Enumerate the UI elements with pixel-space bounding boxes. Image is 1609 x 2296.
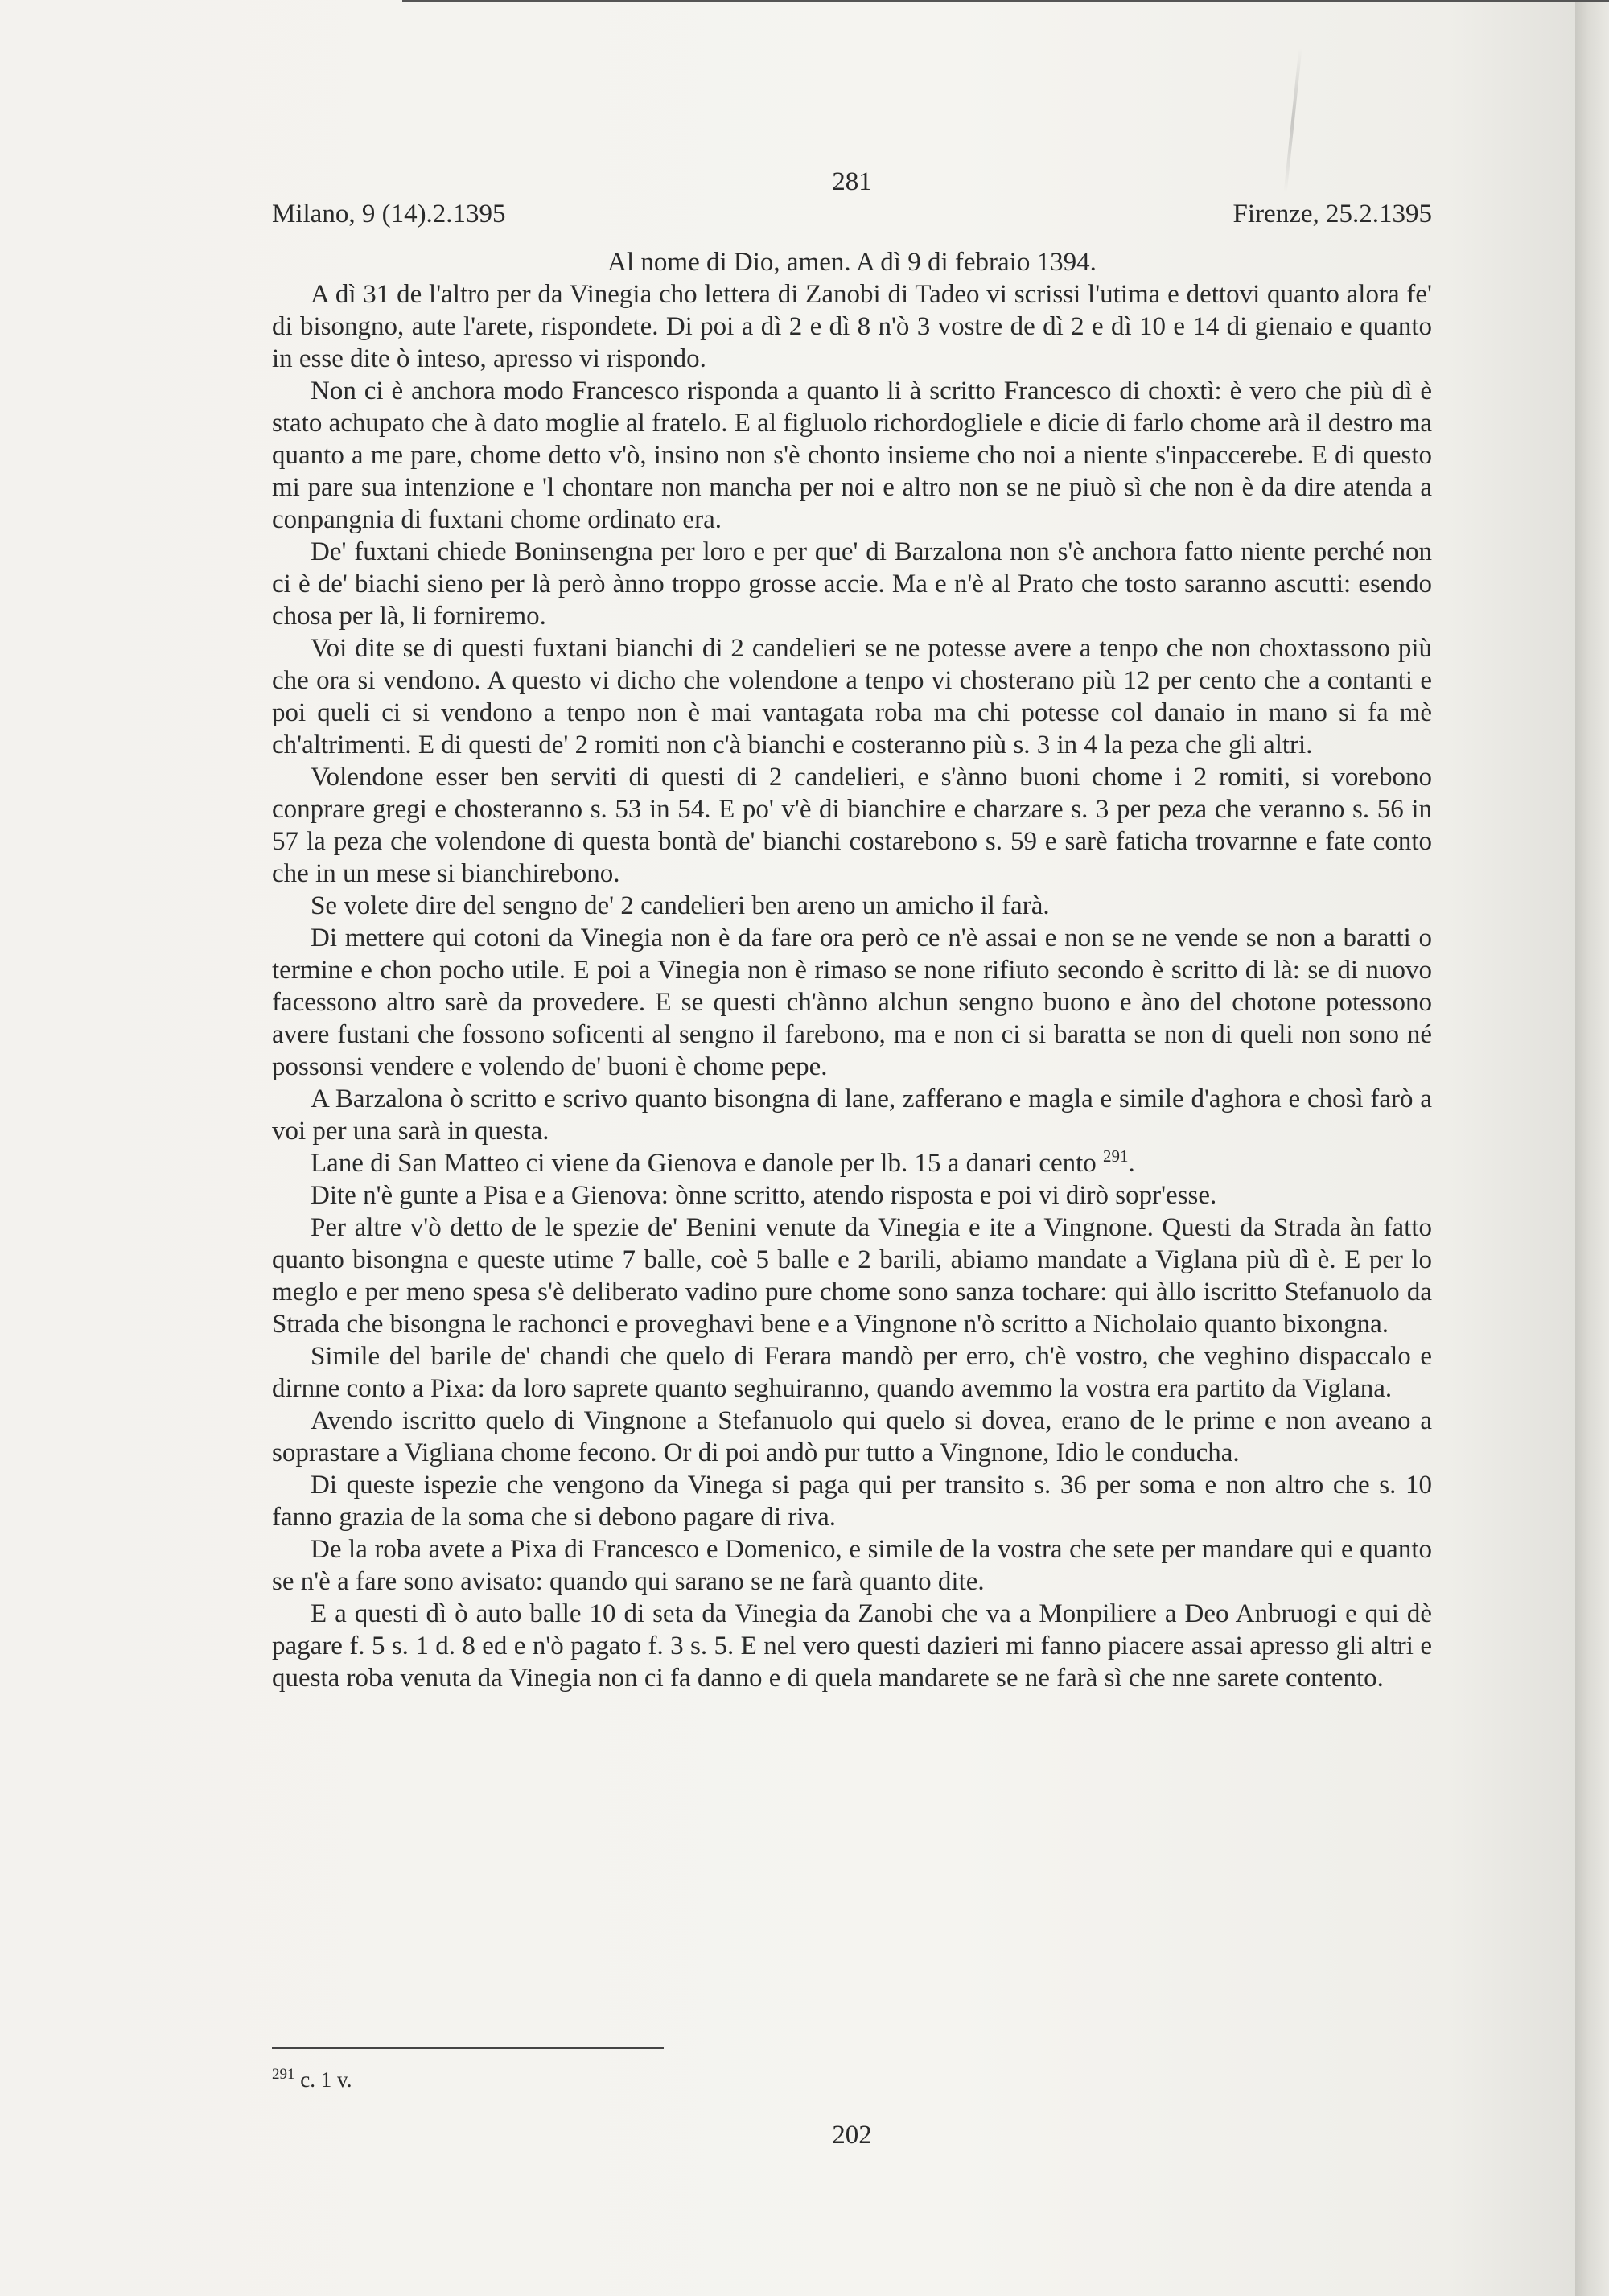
paragraph (272, 1598, 1432, 1694)
header-destination: Firenze, 25.2.1395 (1232, 200, 1432, 228)
paragraph-text: Se volete dire del sengno de' 2 candelieri ben areno un amicho il farà. (311, 891, 1050, 920)
paragraph (272, 632, 1432, 761)
footnote-text: c. 1 v. (300, 2068, 352, 2092)
paragraph-text: Per altre v'ò detto de le spezie de' Benini venute da Vinegia e ite a Vingnone. Questi da Strada àn fatto quanto bisongna e queste utime 7 balle, coè 5 balle e 2 barili, abiamo mandate a Viglana più dì è. E per lo meglo e per meno spesa s'è deliberato vadino pure chome sono sanza tochare: qui àllo iscritto Stefanuolo da Strada che bisongna le rachonci e proveghavi bene e a Vingnone n'ò scritto a Nicholaio quanto bixongna. (272, 1213, 1432, 1339)
paragraph-text: Dite n'è gunte a Pisa e a Gienova: ònne scritto, atendo risposta e poi vi dirò sopr'esse. (311, 1181, 1217, 1210)
paragraph-text: De' fuxtani chiede Boninsengna per loro e per que' di Barzalona non s'è anchora fatto niente perché non ci è de' biachi sieno per là però ànno troppo grosse accie. Ma e n'è al Prato che tosto saranno ascutti: esendo chosa per là, li forniremo. (272, 537, 1432, 631)
paragraph (272, 375, 1432, 536)
salutation: Al nome di Dio, amen. A dì 9 di febraio 1394. (607, 248, 1097, 277)
paragraph-text: Voi dite se di questi fuxtani bianchi di 2 candelieri se ne potesse avere a tenpo che non choxtassono più che ora si vendono. A questo vi dicho che volendone a tenpo vi chosterano più 12 per cento che a contanti e poi queli ci si vendono a tenpo non è mai vantagata roba ma chi potesse col danaio in mano si fa mè ch'altrimenti. E di questi de' 2 romiti non c'à bianchi e costeranno più s. 3 in 4 la peza che gli altri. (272, 634, 1432, 759)
paragraph-text: Volendone esser ben serviti di questi di 2 candelieri, e s'ànno buoni chome i 2 romiti, si vorebono conprare gregi e chosteranno s. 53 in 54. E po' v'è di bianchire e charzare s. 3 per peza che veranno s. 56 in 57 la peza che volendone di questa bontà de' bianchi costarebono s. 59 e sarè faticha trovarnne e fate conto che in un mese si bianchirebono. (272, 763, 1432, 888)
page-content (272, 167, 1432, 1694)
letter-body (272, 278, 1432, 1694)
paragraph-text: A dì 31 de l'altro per da Vinegia cho lettera di Zanobi di Tadeo vi scrissi l'utima e dettovi quanto alora fe' di bisongno, aute l'arete, rispondete. Di poi a dì 2 e dì 8 n'ò 3 vostre de dì 2 e dì 10 e 14 di gienaio e quanto in esse dite ò inteso, apresso vi rispondo. (272, 280, 1432, 373)
paragraph (272, 922, 1432, 1083)
paragraph (272, 536, 1432, 632)
paragraph-text: A Barzalona ò scritto e scrivo quanto bisongna di lane, zafferano e magla e simile d'aghora e chosì farò a voi per una sarà in questa. (272, 1084, 1432, 1146)
paragraph (272, 761, 1432, 890)
page-number: 202 (832, 2121, 872, 2150)
paragraph (272, 1469, 1432, 1533)
letter-number: 281 (832, 167, 872, 196)
footnote-rule (272, 2047, 664, 2049)
paragraph-text: Simile del barile de' chandi che quelo di Ferara mandò per erro, ch'è vostro, che veghino dispaccalo e dirnne conto a Pixa: da loro saprete quanto seghuiranno, quando avemmo la vostra era partito da Viglana. (272, 1342, 1432, 1403)
paragraph (272, 1533, 1432, 1598)
footnote (272, 2066, 352, 2093)
paragraph-text: Di queste ispezie che vengono da Vinega si paga qui per transito s. 36 per soma e non altro che s. 10 fanno grazia de la soma che si debono pagare di riva. (272, 1471, 1432, 1532)
paragraph (272, 278, 1432, 375)
paragraph: Lane di San Matteo ci viene da Gienova e danole per lb. 15 a danari cento $^{291}$. (311, 1146, 1135, 1178)
paragraph (272, 1405, 1432, 1469)
paragraph (272, 1083, 1432, 1147)
paragraph-text: De la roba avete a Pixa di Francesco e Domenico, e simile de la vostra che sete per mandare qui e quanto se n'è a fare sono avisato: quando qui sarano se ne farà quanto dite. (272, 1535, 1432, 1596)
header-origin: Milano, 9 (14).2.1395 (272, 200, 506, 228)
paragraph-text: Avendo iscritto quelo di Vingnone a Stefanuolo qui quelo si dovea, erano de le prime e non aveano a soprastare a Vigliana chome fecono. Or di poi andò pur tutto a Vingnone, Idio le conducha. (272, 1406, 1432, 1467)
letter-header (272, 198, 1432, 230)
paragraph-text: Lane di San Matteo ci viene da Gienova e danole per lb. 15 a danari cento (311, 1149, 1097, 1178)
paragraph-text: Di mettere qui cotoni da Vinegia non è da fare ora però ce n'è assai e non se ne vende se non a baratti o termine e chon pocho utile. E poi a Vinegia non è rimaso se none rifiuto secondo è scritto di là: se di nuovo facessono altro sarè da provedere. E se questi ch'ànno alchun sengno buono e àno del chotone potessono avere fustani che fossono soficenti al sengno il farebono, ma e non ci si baratta se non di queli non sono né possonsi vendere e volendo de' buoni è chome pepe. (272, 924, 1432, 1081)
page-edge (1575, 0, 1609, 2296)
paragraph (272, 890, 1432, 922)
paragraph (272, 1212, 1432, 1340)
paragraph (272, 1179, 1432, 1212)
paragraph-text: E a questi dì ò auto balle 10 di seta da Vinegia da Zanobi che va a Monpiliere a Deo Anbruogi e qui dè pagare f. 5 s. 1 d. 8 ed e n'ò pagato f. 3 s. 5. E nel vero questi dazieri mi fanno piacere assai apresso gli altri e questa roba venuta da Vinegia non ci fa danno e di quela mandarete se ne farà sì che nne sarete contento. (272, 1599, 1432, 1693)
footnote-reference[interactable]: 291 (1103, 1146, 1129, 1166)
paragraph-text: Non ci è anchora modo Francesco risponda a quanto li à scritto Francesco di choxtì: è vero che più dì è stato achupato che à dato moglie al fratelo. E al figluolo richordogliele e dicie di farlo chome arà il destro ma quanto a me pare, chome detto v'ò, insino non s'è chonto insieme cho noi a niente s'inpaccerebe. E di questo mi pare sua intenzione e 'l chontare non mancha per noi e altro non se ne piuò sì che non è da dire atenda a conpangnia di fuxtani chome ordinato era. (272, 376, 1432, 534)
footnote-number: 291 (272, 2066, 295, 2083)
paragraph (272, 1340, 1432, 1405)
top-border-line (402, 0, 1609, 2)
